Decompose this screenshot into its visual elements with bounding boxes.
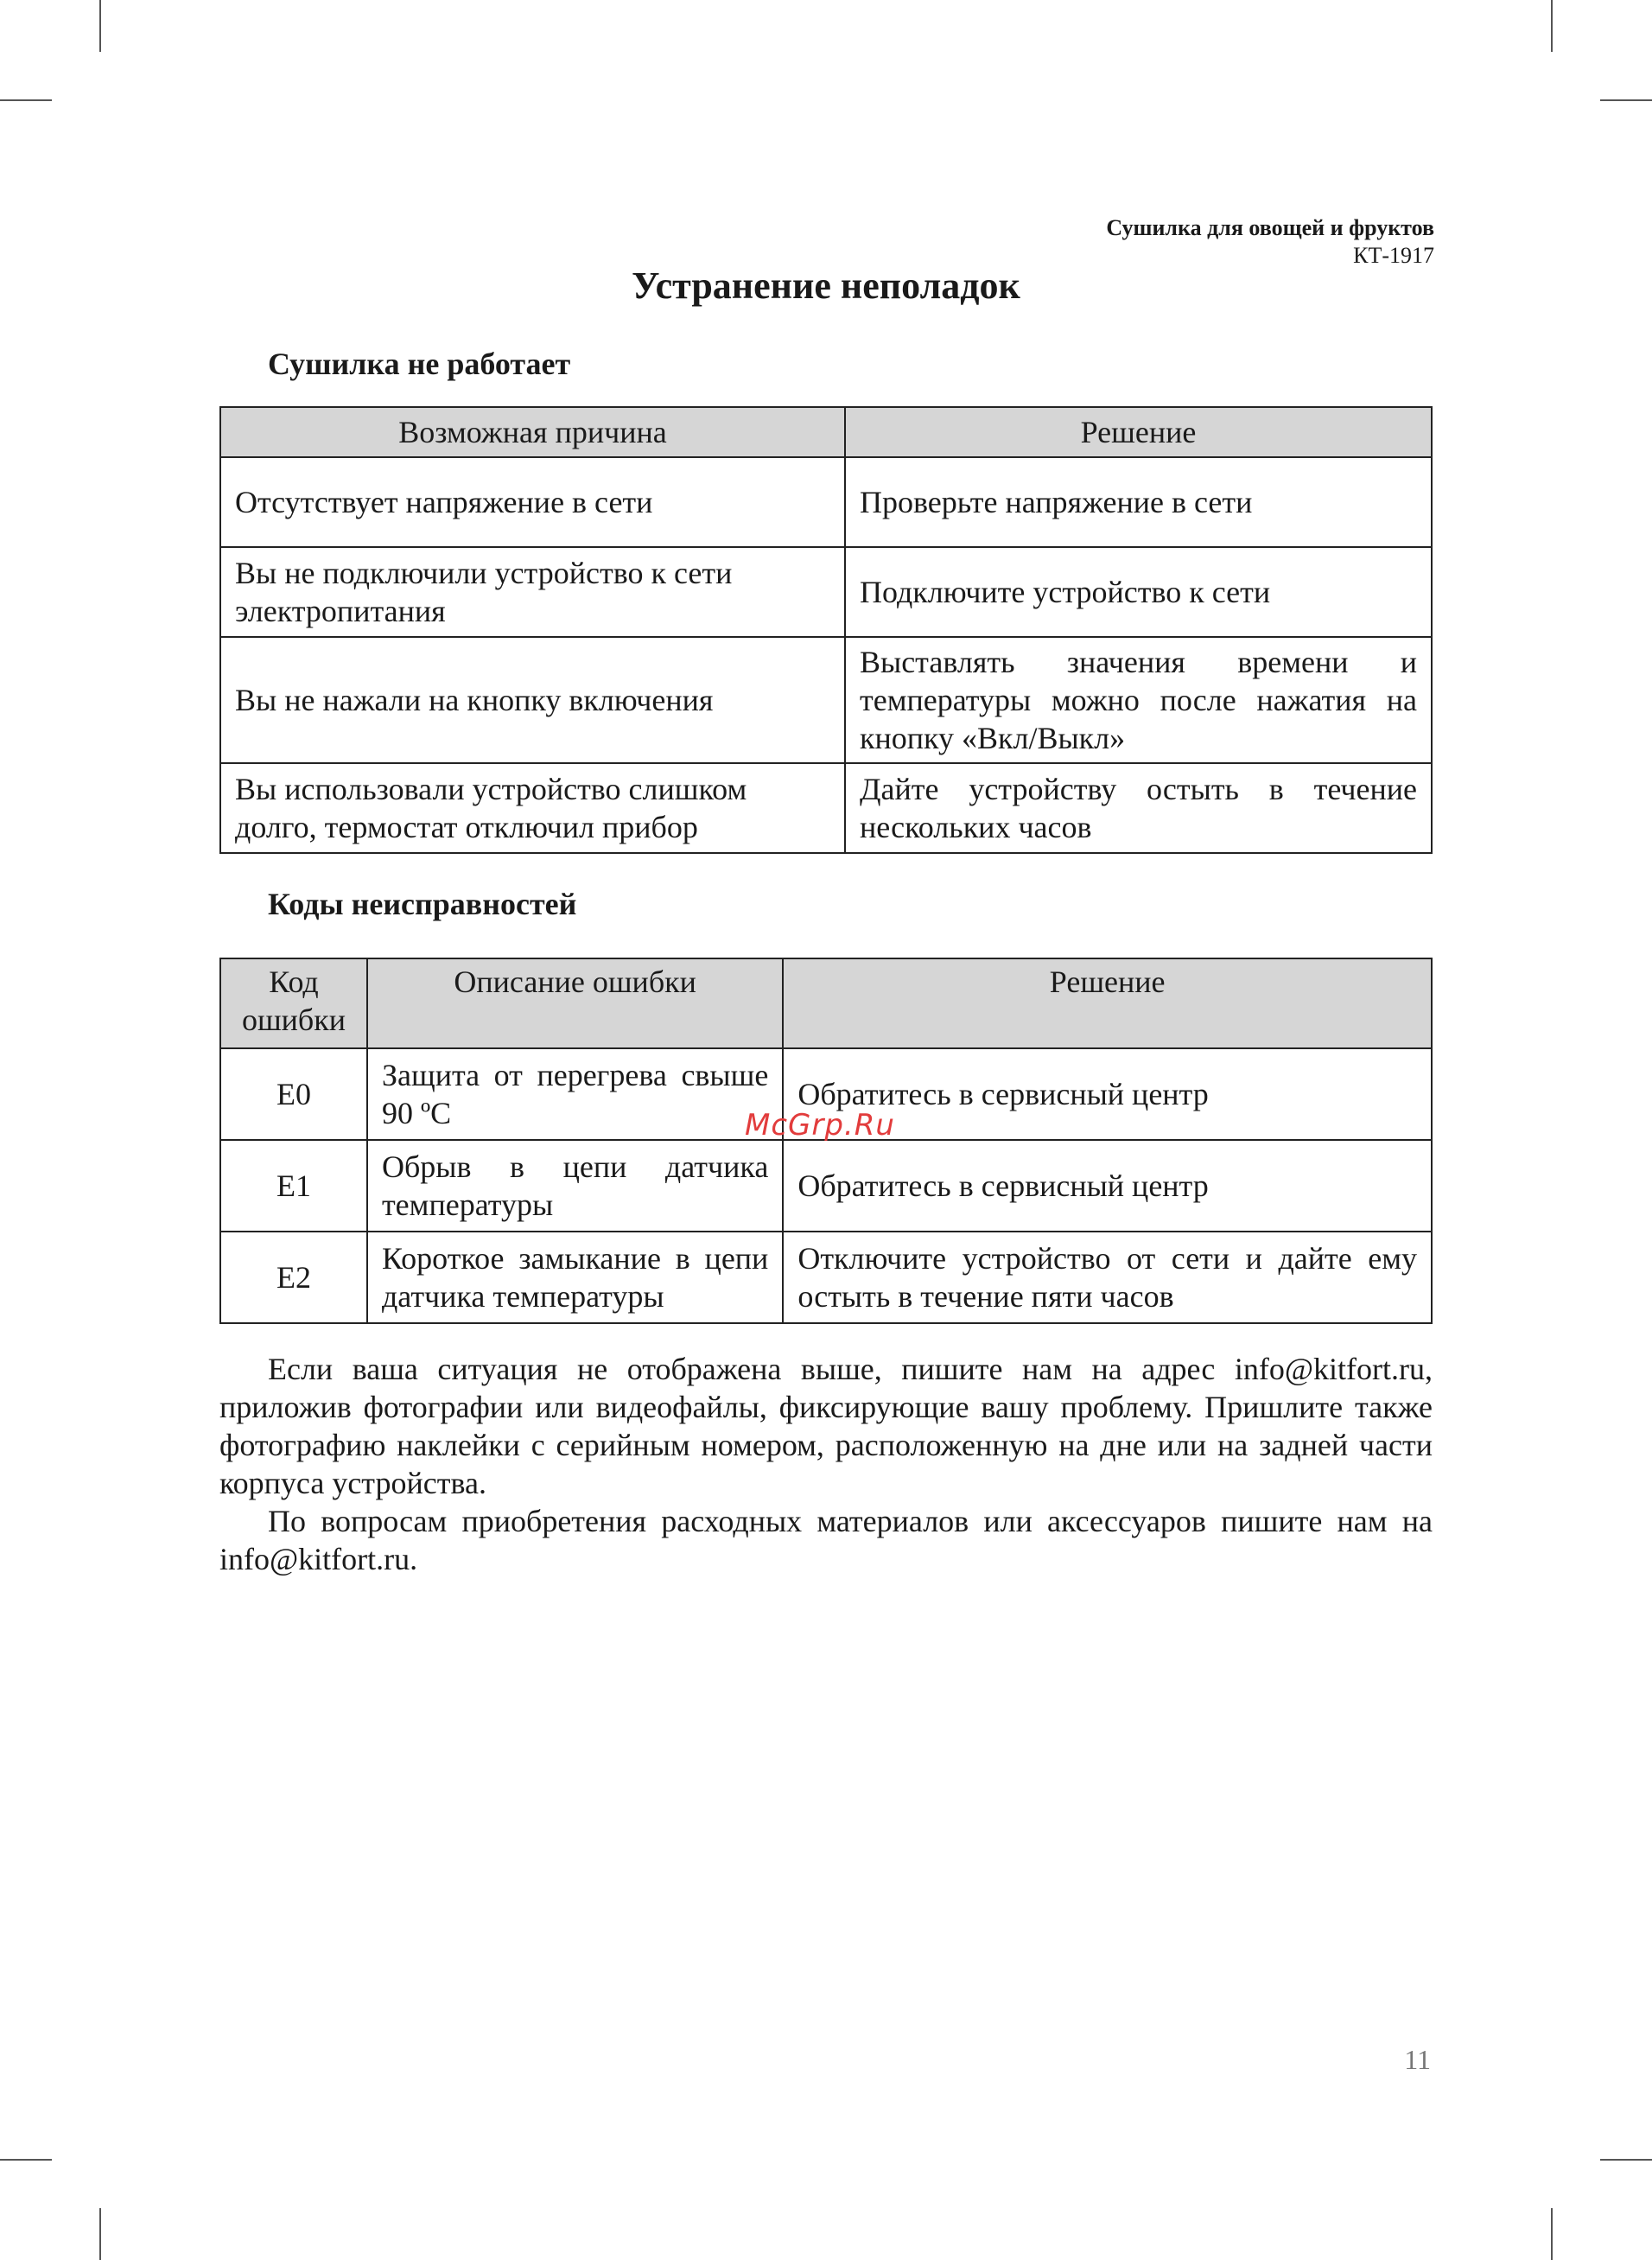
solution-cell: Обратитесь в сервисный центр — [783, 1140, 1432, 1232]
table-row — [220, 1140, 1432, 1232]
cause-cell: Отсутствует напряжение в сети — [220, 457, 845, 547]
crop-mark — [99, 0, 101, 52]
cause-cell: Вы не нажали на кнопку включения — [220, 637, 845, 763]
solution-cell: Обратитесь в сервисный центр — [783, 1048, 1432, 1140]
product-name: Сушилка для овощей и фруктов — [1106, 215, 1434, 240]
column-header-description: Описание ошибки — [367, 958, 783, 1048]
crop-mark — [1600, 99, 1652, 101]
page-number: 11 — [1404, 2044, 1431, 2075]
section-heading-error-codes: Коды неисправностей — [268, 887, 577, 921]
crop-mark — [0, 99, 52, 101]
troubleshooting-table — [219, 406, 1433, 854]
column-header-cause: Возможная причина — [220, 407, 845, 457]
crop-mark — [1551, 2208, 1553, 2260]
column-header-solution: Решение — [845, 407, 1432, 457]
error-description-cell: Короткое замыкание в цепи датчика температуры — [367, 1232, 783, 1323]
error-code-cell: E1 — [220, 1140, 367, 1232]
page-title: Устранение неполадок — [632, 264, 1020, 307]
table-row — [220, 763, 1432, 853]
error-code-cell: E0 — [220, 1048, 367, 1140]
product-model: КТ-1917 — [1353, 243, 1434, 268]
solution-cell: Выставлять значения времени и температуры можно после нажатия на кнопку «Вкл/Выкл» — [845, 637, 1432, 763]
crop-mark — [1600, 2159, 1652, 2161]
crop-mark — [99, 2208, 101, 2260]
watermark: McGrp.Ru — [745, 1108, 895, 1143]
table-row — [220, 457, 1432, 547]
table-row — [220, 637, 1432, 763]
column-header-code: Код ошибки — [220, 958, 367, 1048]
table-row — [220, 547, 1432, 637]
crop-mark — [1551, 0, 1553, 52]
cause-cell: Вы использовали устройство слишком долго, термостат отключил прибор — [220, 763, 845, 853]
table-row — [220, 1232, 1432, 1323]
solution-cell: Отключите устройство от сети и дайте ему остыть в течение пяти часов — [783, 1232, 1432, 1323]
cause-cell: Вы не подключили устройство к сети электропитания — [220, 547, 845, 637]
error-description-cell: Обрыв в цепи датчика температуры — [367, 1140, 783, 1232]
crop-mark — [0, 2159, 52, 2161]
error-code-cell: E2 — [220, 1232, 367, 1323]
accessories-paragraph: По вопросам приобретения расходных материалов или аксессуаров пишите нам на info@kitfort.ru. — [219, 1504, 1433, 1576]
solution-cell: Дайте устройству остыть в течение нескольких часов — [845, 763, 1432, 853]
section-heading-not-working: Сушилка не работает — [268, 347, 571, 381]
table-header-row — [220, 407, 1432, 457]
contact-paragraph: Если ваша ситуация не отображена выше, пишите нам на адрес info@kitfort.ru, приложив фотографии или видеофайлы, фиксирующие вашу проблему. Пришлите также фотографию наклейки с серийным номером, расположенную на дне или на задней части корпуса устройства. — [219, 1352, 1433, 1500]
error-description-cell: Защита от перегрева свыше 90 ºС — [367, 1048, 783, 1140]
solution-cell: Проверьте напряжение в сети — [845, 457, 1432, 547]
solution-cell: Подключите устройство к сети — [845, 547, 1432, 637]
running-header — [1106, 214, 1434, 270]
column-header-solution: Решение — [783, 958, 1432, 1048]
table-header-row — [220, 958, 1432, 1048]
